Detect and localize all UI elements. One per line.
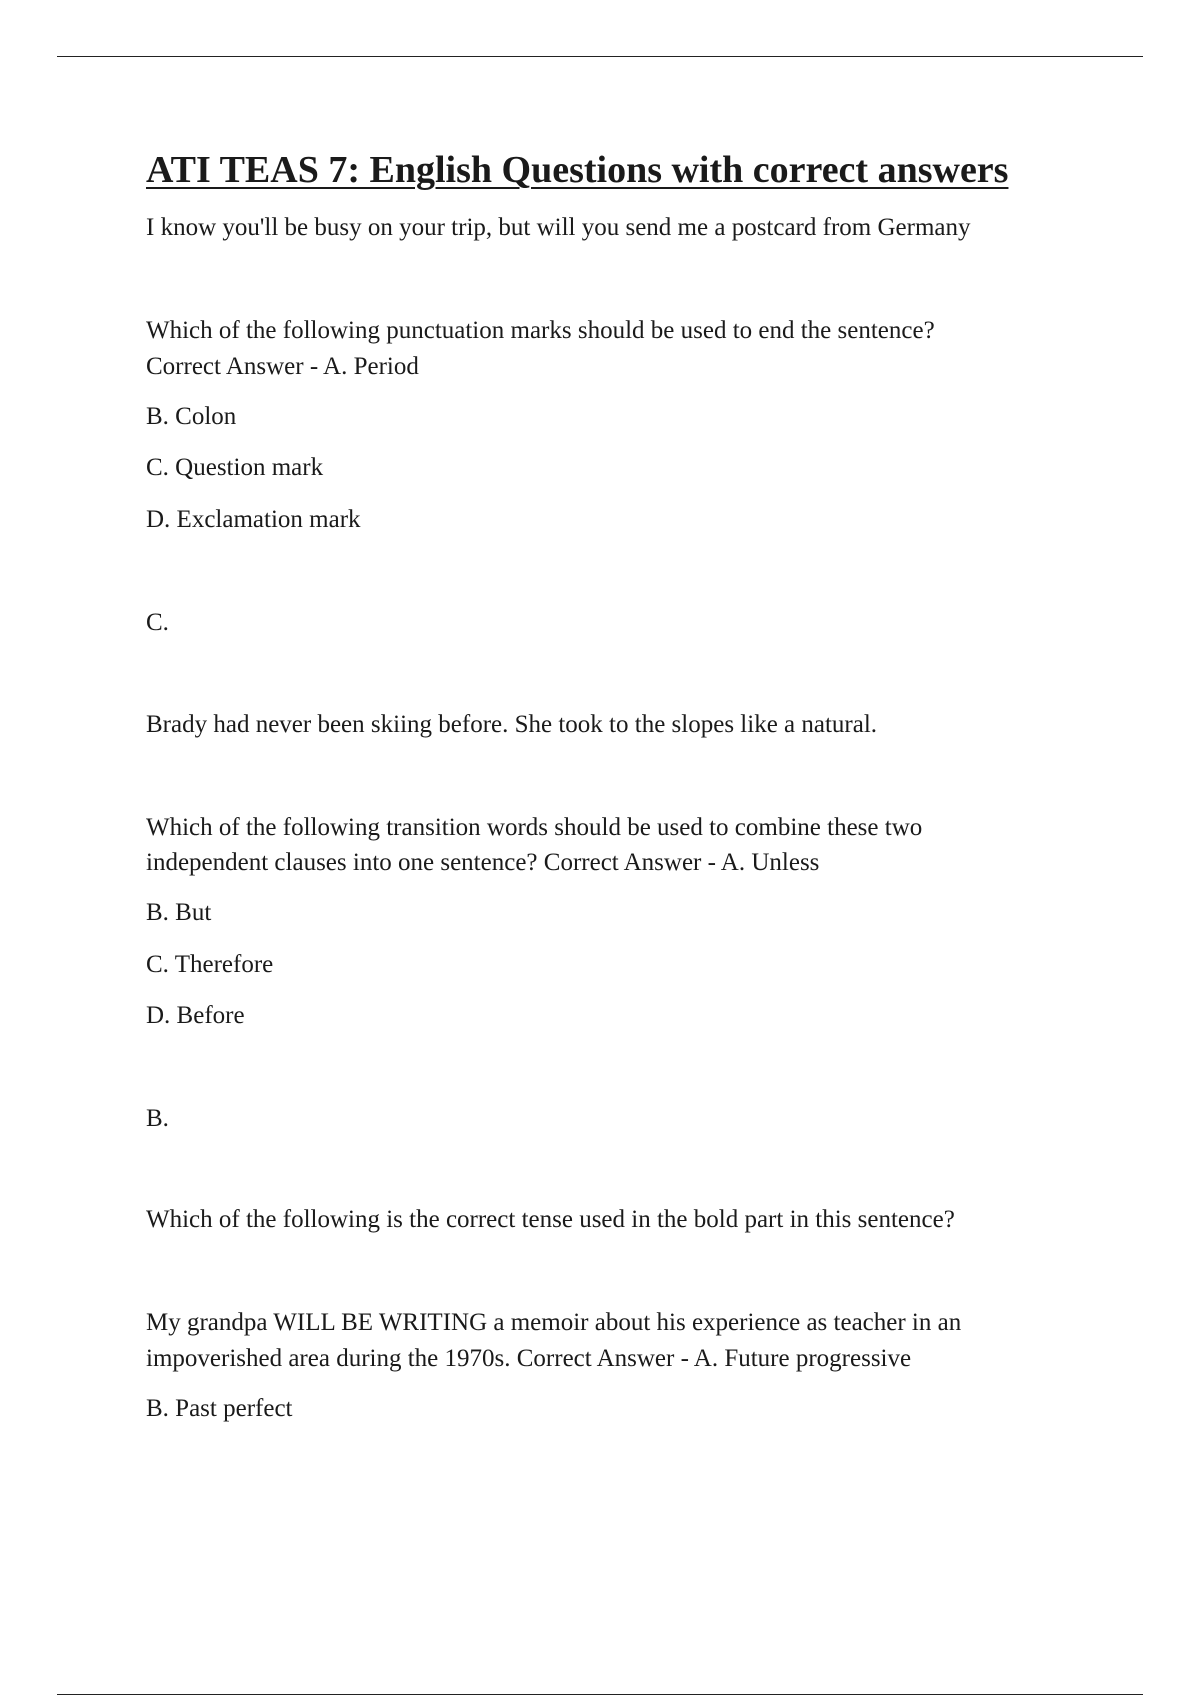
stray-answer-letter: B. xyxy=(146,1105,169,1132)
q2-option-b: B. But xyxy=(146,899,212,926)
q1-sentence: I know you'll be busy on your trip, but will you send me a postcard from Germany xyxy=(146,214,971,241)
q3-question: Which of the following is the correct tense used in the bold part in this sentence? xyxy=(146,1206,955,1233)
q1-option-b: B. Colon xyxy=(146,403,237,430)
q1-correct-answer: Correct Answer - A. Period xyxy=(146,353,419,380)
q3-sentence-line2: impoverished area during the 1970s. Correct Answer - A. Future progressive xyxy=(146,1345,912,1372)
q1-question: Which of the following punctuation marks should be used to end the sentence? xyxy=(146,317,935,344)
q3-sentence-line1: My grandpa WILL BE WRITING a memoir about his experience as teacher in an xyxy=(146,1309,962,1336)
q3-option-b: B. Past perfect xyxy=(146,1395,293,1422)
q1-option-d: D. Exclamation mark xyxy=(146,506,361,533)
q2-option-d: D. Before xyxy=(146,1002,245,1029)
stray-answer-letter: C. xyxy=(146,609,169,636)
q2-question-line1: Which of the following transition words should be used to combine these two xyxy=(146,814,923,841)
q1-option-c: C. Question mark xyxy=(146,454,324,481)
q2-option-c: C. Therefore xyxy=(146,951,274,978)
q2-sentence: Brady had never been skiing before. She took to the slopes like a natural. xyxy=(146,711,878,738)
top-rule xyxy=(57,56,1143,57)
bottom-rule xyxy=(57,1694,1143,1695)
document-title: ATI TEAS 7: English Questions with correct answers xyxy=(146,149,1009,191)
document-body xyxy=(146,145,1106,1422)
q2-question-line2: independent clauses into one sentence? Correct Answer - A. Unless xyxy=(146,849,820,876)
